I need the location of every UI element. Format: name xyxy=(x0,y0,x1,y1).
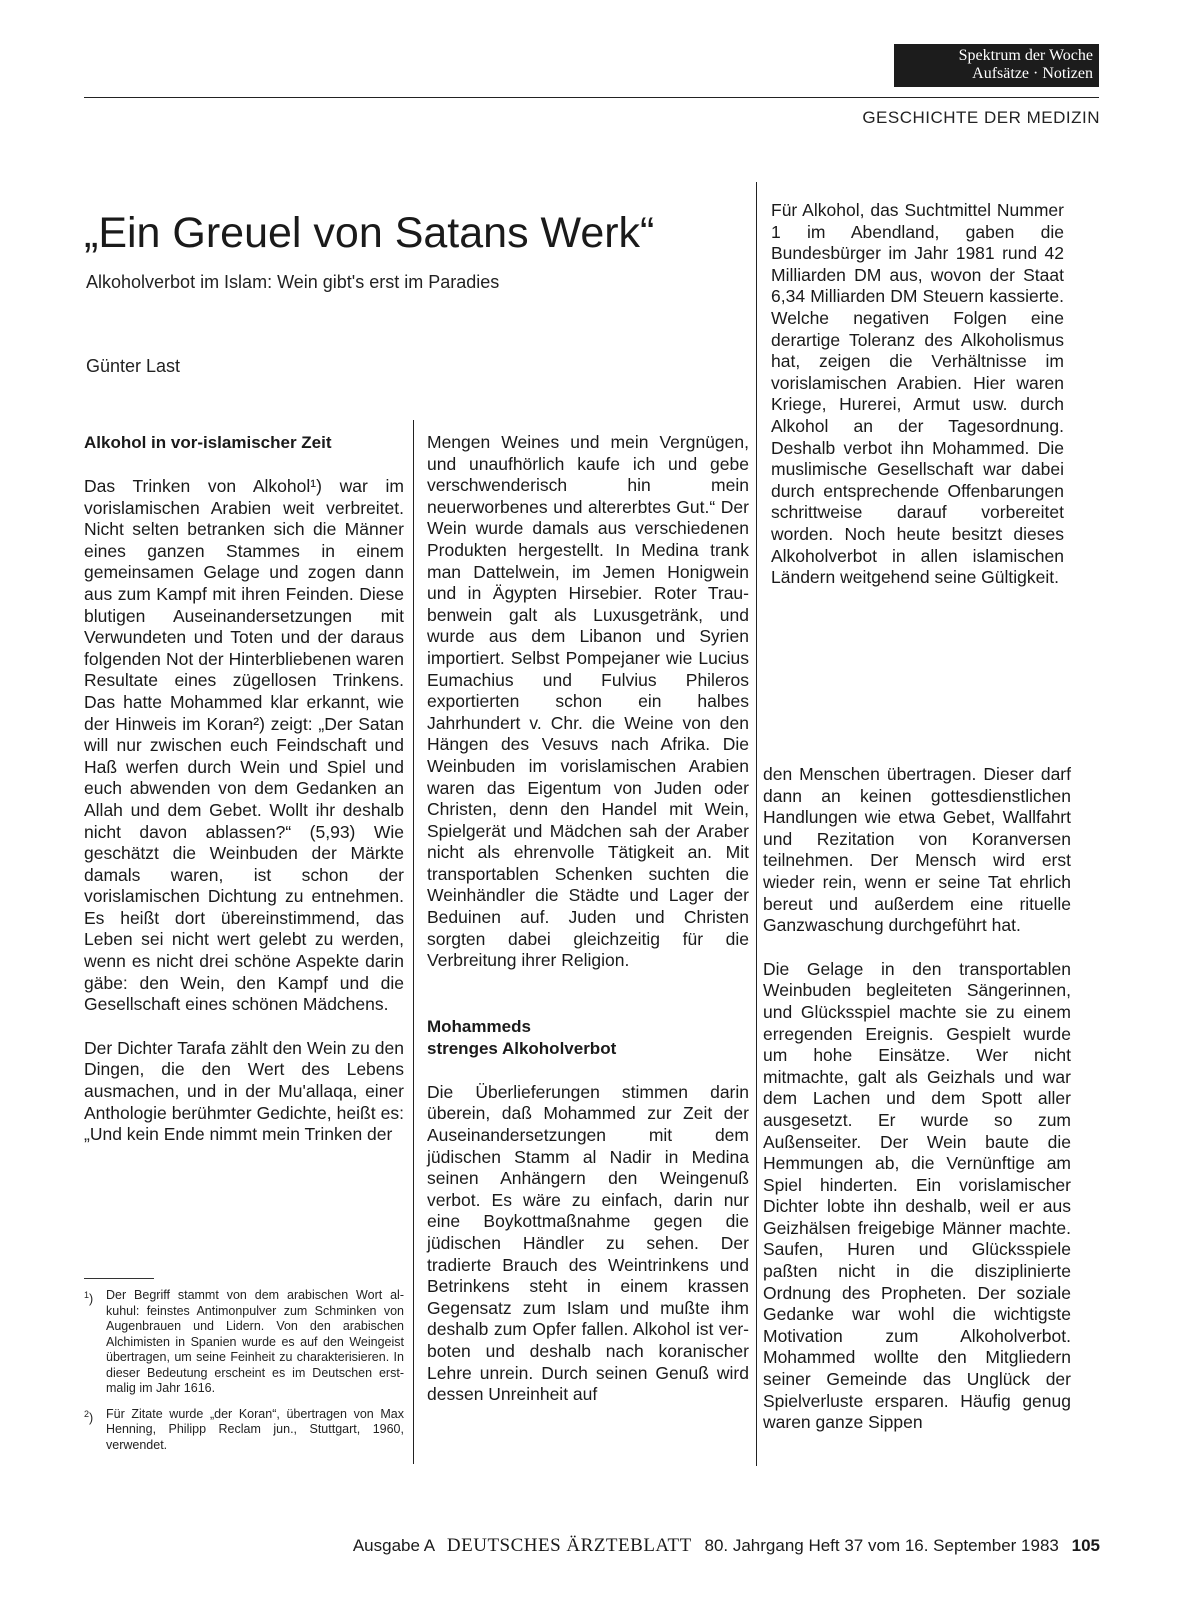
text-column-2 xyxy=(427,432,749,1406)
section-heading-2-line-2: strenges Alkoholverbot xyxy=(427,1038,617,1058)
footer-issue: 80. Jahrgang Heft 37 vom 16. September 1983 xyxy=(704,1536,1059,1555)
text-column-1 xyxy=(84,432,404,1146)
footnotes xyxy=(84,1288,404,1463)
article-author: Günter Last xyxy=(86,356,181,376)
article-title: „Ein Greuel von Satans Werk“ xyxy=(84,208,655,257)
column-divider-1 xyxy=(413,420,414,1464)
footnote-1-number: 1 xyxy=(84,1290,90,1300)
section-heading-2 xyxy=(427,1016,749,1060)
footnote-2: $^2$) Für Zitate wurde „der Koran“, übertragen von Max Henning, Philipp Reclam jun., Stuttgart, 1960, verwendet. xyxy=(84,1406,404,1452)
page-number: 105 xyxy=(1071,1536,1100,1555)
footnote-2-text: Für Zitate wurde „der Koran“, übertragen von Max Henning, Philipp Reclam jun., Stuttgart, 1960, verwendet. xyxy=(106,1406,404,1452)
paragraph-1: Das Trinken von Alkohol¹) war im vorislamischen Arabien weit verbreitet. Nicht selten betranken sich die Männer eines ganzen Stammes in einem gemeinsamen Gelage und zogen dann aus zum Kampf mit ihren Feinden. Diese blutigen Auseinandersetzungen mit Verwundeten und Toten und der daraus folgenden Not der Hinterbliebenen waren Resultate eines zügellosen Trinkens. Das hatte Mohammed klar erkannt, wie der Hinweis im Koran²) zeigt: „Der Satan will nur zwischen euch Feindschaft und Haß werfen durch Wein und Spiel und euch abwenden von dem Gedanken an Allah und dem Gebet. Wollt ihr deshalb nicht davon ablassen?“ (5,93) Wie geschätzt die Weinbuden der Märkte damals waren, ist schon der vorislamischen Dichtung zu entnehmen. Es heißt dort übereinstimmend, das Leben sei nicht wert gelebt zu werden, wenn es nicht drei schöne Aspekte darin gäbe: den Wein, den Kampf und die Gesellschaft eines schönen Mädchens. xyxy=(84,476,404,1015)
column-divider-2 xyxy=(756,182,757,1466)
footer-journal: DEUTSCHES ÄRZTEBLATT xyxy=(446,1535,692,1556)
header-rule xyxy=(84,97,1099,98)
paragraph-6: den Menschen übertragen. Dieser darf dann an keinen gottesdienstlichen Handlungen wie etwa Gebet, Wallfahrt und Rezitation von Koranversen teilnehmen. Der Mensch wird erst wieder rein, wenn er seine Tat ehrlich bereut und außerdem eine rituelle Ganzwaschung durchgeführt hat. xyxy=(763,764,1071,936)
intro-box xyxy=(771,200,1064,589)
section-label: GESCHICHTE DER MEDIZIN xyxy=(862,108,1100,127)
paragraph-2: Der Dichter Tarafa zählt den Wein zu den Dingen, die den Wert des Lebens ausmachen, und in der Mu'allaqa, einer Anthologie berühmter Gedichte, heißt es: „Und kein Ende nimmt mein Trinken der xyxy=(84,1037,404,1145)
footer-edition: Ausgabe A xyxy=(352,1536,435,1555)
badge-line-2: Aufsätze · Notizen xyxy=(972,65,1093,82)
badge-line-1: Spektrum der Woche xyxy=(958,47,1093,64)
paragraph-4: Die Überlieferungen stimmen darin überein, daß Mohammed zur Zeit der Auseinandersetzungen mit dem jüdischen Stamm al Nadir in Medina seinen Anhängern den Weingenuß verbot. Es wäre zu einfach, darin nur eine Boykottmaßnahme gegen die jüdischen Händler zu sehen. Der tradierte Brauch des Weintrinkens und Betrinkens steht in einem krassen Gegensatz zum Islam und mußte ihm deshalb zum Opfer fallen. Alkohol ist verboten und deshalb nach koranischer Lehre unrein. Durch seinen Genuß wird dessen Unreinheit auf xyxy=(427,1081,749,1405)
footnote-1-text: Der Begriff stammt von dem arabischen Wort al-kuhul: feinstes Antimonpulver zum Schminken von Augenbrauen und Lidern. Von den arabischen Alchimisten in Spanien wurde es auf den Weingeist übertragen, um seine Feinheit zu charakterisieren. In dieser Bedeutung erscheint es im Deutschen erstmalig im Jahr 1616. xyxy=(106,1288,404,1395)
intro-paragraph: Für Alkohol, das Suchtmittel Nummer 1 im Abendland, gaben die Bundesbürger im Jahr 1981 rund 42 Milliarden DM aus, wovon der Staat 6,34 Milliarden DM Steuern kassierte. Welche negativen Folgen eine derartige Toleranz des Alkoholismus hat, zeigen die Verhältnisse im vorislamischen Arabien. Hier waren Kriege, Hurerei, Armut usw. durch Alkohol an der Tagesordnung. Deshalb verbot ihn Mohammed. Die muslimische Gesellschaft war dabei durch entsprechende Offenbarungen schrittweise darauf vorbereitet worden. Noch heute besitzt dieses Alkoholverbot in allen islamischen Ländern weitgehend seine Gültigkeit. xyxy=(771,200,1064,588)
text-column-3 xyxy=(763,764,1071,1434)
footnote-rule xyxy=(84,1278,154,1279)
footnote-1: $^1$) Der Begriff stammt von dem arabischen Wort al-kuhul: feinstes Antimonpulver zum Schminken von Augenbrauen und Lidern. Von den arabischen Alchimisten in Spanien wurde es auf den Weingeist übertragen, um seine Feinheit zu charakterisieren. In dieser Bedeutung erscheint es im Deutschen erstmalig im Jahr 1616. xyxy=(84,1288,404,1395)
paragraph-7: Die Gelage in den transportablen Weinbuden begleiteten Sängerinnen, und Glücksspiel machte sie zu einem erregenden Ereignis. Gespielt wurde um hohe Einsätze. Wer nicht mitmachte, galt als Geizhals und war dem Lachen und dem Spott aller ausgesetzt. Er wurde so zum Außenseiter. Der Wein baute die Hemmungen ab, die Vernünftige am Spiel hinderten. Ein vorislamischer Dichter lobte ihn deshalb, weil er aus Geizhälsen freigebige Männer machte. Saufen, Huren und Glücksspiele paßten nicht in die disziplinierte Ordnung des Propheten. Der soziale Gedanke war wohl die wichtigste Motivation zum Alkoholverbot. Mohammed wollte den Mitgliedern seiner Gemeinde das Unglück der Spielverluste ersparen. Häufig genug waren ganze Sippen xyxy=(763,958,1071,1433)
section-heading-1: Alkohol in vor-islamischer Zeit xyxy=(84,433,332,452)
paragraph-3: Mengen Weines und mein Vergnügen, und unaufhörlich kaufe ich und gebe verschwenderisch hin mein neuerworbenes und altererbtes Gut.“ Der Wein wurde damals aus verschiedenen Produkten hergestellt. In Medina trank man Dattelwein, im Jemen Honigwein und in Ägypten Hirsebier. Roter Traubenwein galt als Luxusgetränk, und wurde aus dem Libanon und Syrien importiert. Selbst Pompejaner wie Lucius Eumachius und Fulvius Phileros exportierten schon ein halbes Jahrhundert v. Chr. die Weine von den Hängen des Vesuvs nach Afrika. Die Weinbuden im vorislamischen Arabien waren das Eigentum von Juden oder Christen, denn den Handel mit Wein, Spielgerät und Mädchen sah der Araber nicht als ehrenvolle Tätigkeit an. Mit transportablen Schenken suchten die Weinhändler die Städte und Lager der Beduinen auf. Juden und Christen sorgten dabei gleichzeitig für die Verbreitung ihrer Religion. xyxy=(427,432,749,971)
footnote-2-number: 2 xyxy=(84,1408,90,1419)
page-footer xyxy=(353,1535,1100,1557)
section-badge xyxy=(894,44,1099,87)
section-heading-2-line-1: Mohammeds xyxy=(427,1016,531,1036)
article-subtitle: Alkoholverbot im Islam: Wein gibt's erst im Paradies xyxy=(86,272,500,292)
